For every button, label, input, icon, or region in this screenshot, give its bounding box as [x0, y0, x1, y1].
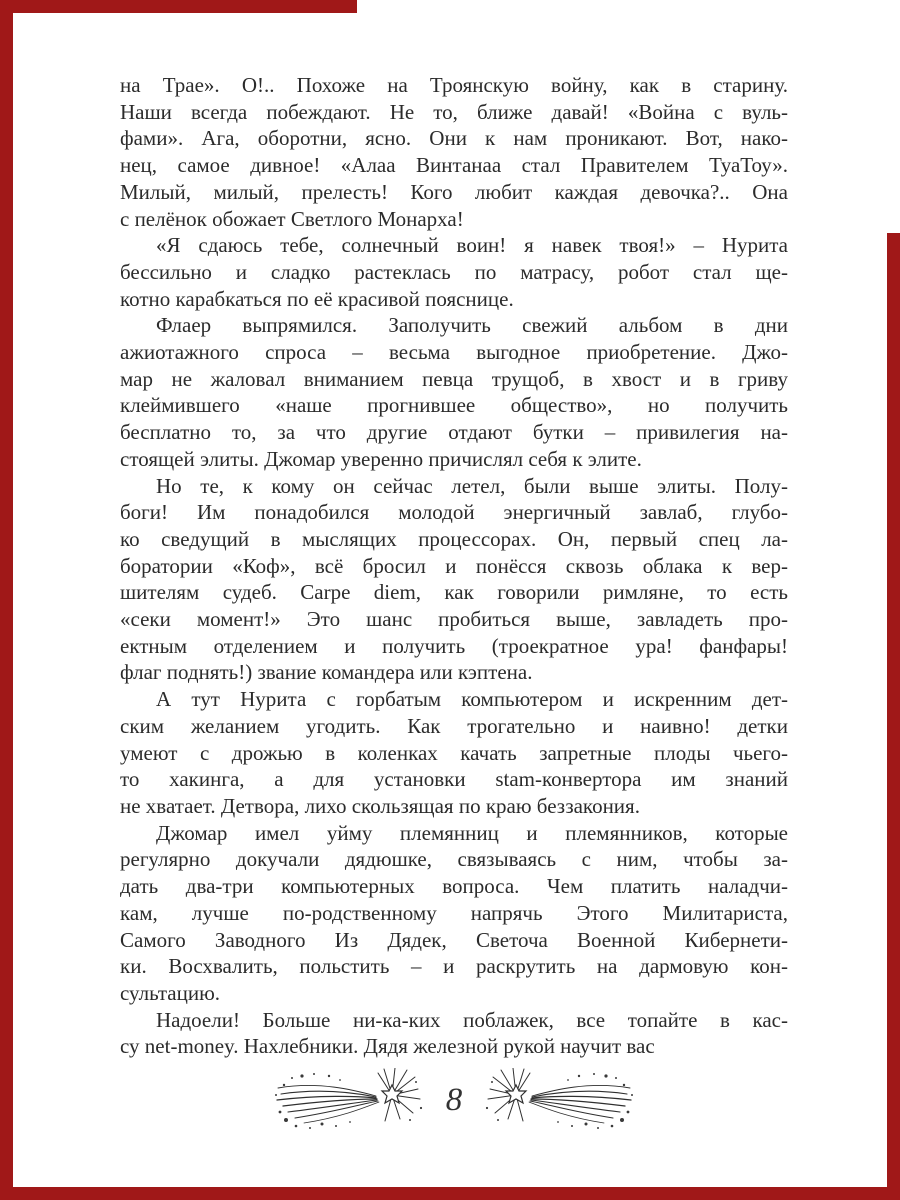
text-line: сультацию.: [120, 980, 221, 1005]
text-line: бессильно и сладко растеклась по матрасу, робот стал ще-: [120, 259, 788, 284]
paragraph: [120, 312, 788, 472]
text-line: фами». Ага, оборотни, ясно. Они к нам проникают. Вот, нако-: [120, 126, 788, 151]
page-edge-right: [887, 233, 900, 1200]
text-line: с пелёнок обожает Светлого Монарха!: [120, 206, 464, 231]
text-line: флаг поднять!) звание командера или кэптена.: [120, 660, 533, 685]
text-line: боги! Им понадобился молодой энергичный завлаб, глубо-: [120, 500, 788, 525]
text-line: кам, лучше по-родственному напрячь Этого Милитариста,: [120, 900, 788, 925]
text-line: Милый, милый, прелесть! Кого любит каждая девочка?.. Она: [120, 179, 788, 204]
text-line: то хакинга, а для установки stam-конвертора им знаний: [120, 767, 788, 792]
page-footer: [120, 1068, 788, 1132]
text-line: «секи момент!» Это шанс пробиться выше, завладеть про-: [120, 607, 788, 632]
paragraph: [120, 686, 788, 820]
paragraph: [120, 1007, 788, 1060]
text-line: Флаер выпрямился. Заполучить свежий альбом в дни: [156, 313, 788, 338]
paragraph: [120, 473, 788, 687]
paragraph: [120, 72, 788, 232]
text-line: «Я сдаюсь тебе, солнечный воин! я навек твоя!» – Нурита: [156, 233, 788, 258]
text-line: мар не жаловал вниманием певца трущоб, в хвост и в гриву: [120, 366, 788, 391]
text-line: дать два-три компьютерных вопроса. Чем платить наладчи-: [120, 874, 788, 899]
text-line: стоящей элиты. Джомар уверенно причислял себя к элите.: [120, 446, 642, 471]
text-line: не хватает. Детвора, лихо скользящая по краю беззакония.: [120, 793, 640, 818]
text-line: клеймившего «наше прогнившее общество», но получить: [120, 393, 788, 418]
text-line: умеют с дрожью в коленках качать запретные плоды чьего-: [120, 740, 788, 765]
text-line: на Трае». О!.. Похоже на Троянскую войну, как в старину.: [120, 73, 788, 97]
page-number: 8: [445, 1081, 463, 1118]
page-edge-top: [0, 0, 357, 13]
text-line: Но те, к кому он сейчас летел, были выше элиты. Полу-: [156, 473, 788, 498]
text-line: боратории «Коф», всё бросил и понёсся сквозь облака к вер-: [120, 553, 788, 578]
text-line: Джомар имел уйму племянниц и племянников, которые: [156, 820, 788, 845]
text-line: А тут Нурита с горбатым компьютером и искренним дет-: [156, 687, 788, 712]
text-line: ектным отделением и получить (троекратное ура! фанфары!: [120, 633, 788, 658]
comet-flourish-mirrored-icon: [484, 1068, 634, 1132]
paragraph: [120, 232, 788, 312]
text-line: Надоели! Больше ни-ка-ких поблажек, все топайте в кас-: [156, 1007, 788, 1032]
text-line: бесплатно то, за что другие отдают бутки – привилегия на-: [120, 420, 788, 445]
page-edge-left: [0, 0, 13, 1200]
text-line: Наши всегда побеждают. Не то, ближе давай! «Война с вуль-: [120, 99, 788, 124]
text-line: Самого Заводного Из Дядек, Светоча Военной Кибернети-: [120, 927, 788, 952]
page-edge-bottom: [0, 1187, 900, 1200]
text-line: су net-money. Нахлебники. Дядя железной рукой научит вас: [120, 1034, 655, 1059]
text-line: ским желанием угодить. Как трогательно и наивно! детки: [120, 713, 788, 738]
text-line: ки. Восхвалить, польстить – и раскрутить на дармовую кон-: [120, 954, 788, 979]
text-line: шителям судеб. Carpe diem, как говорили римляне, то есть: [120, 580, 788, 605]
comet-flourish-icon: [274, 1068, 424, 1132]
text-line: ажиотажного спроса – весьма выгодное приобретение. Джо-: [120, 340, 788, 365]
text-line: регулярно докучали дядюшке, связываясь с ним, чтобы за-: [120, 847, 788, 872]
text-line: нец, самое дивное! «Алаа Винтанаа стал Правителем ТуаТоу».: [120, 153, 788, 178]
text-line: котно карабкаться по её красивой пояснице.: [120, 286, 514, 311]
text-line: ко сведущий в мыслящих процессорах. Он, первый спец ла-: [120, 526, 788, 551]
paragraph: [120, 820, 788, 1007]
text-block: [120, 72, 788, 1060]
